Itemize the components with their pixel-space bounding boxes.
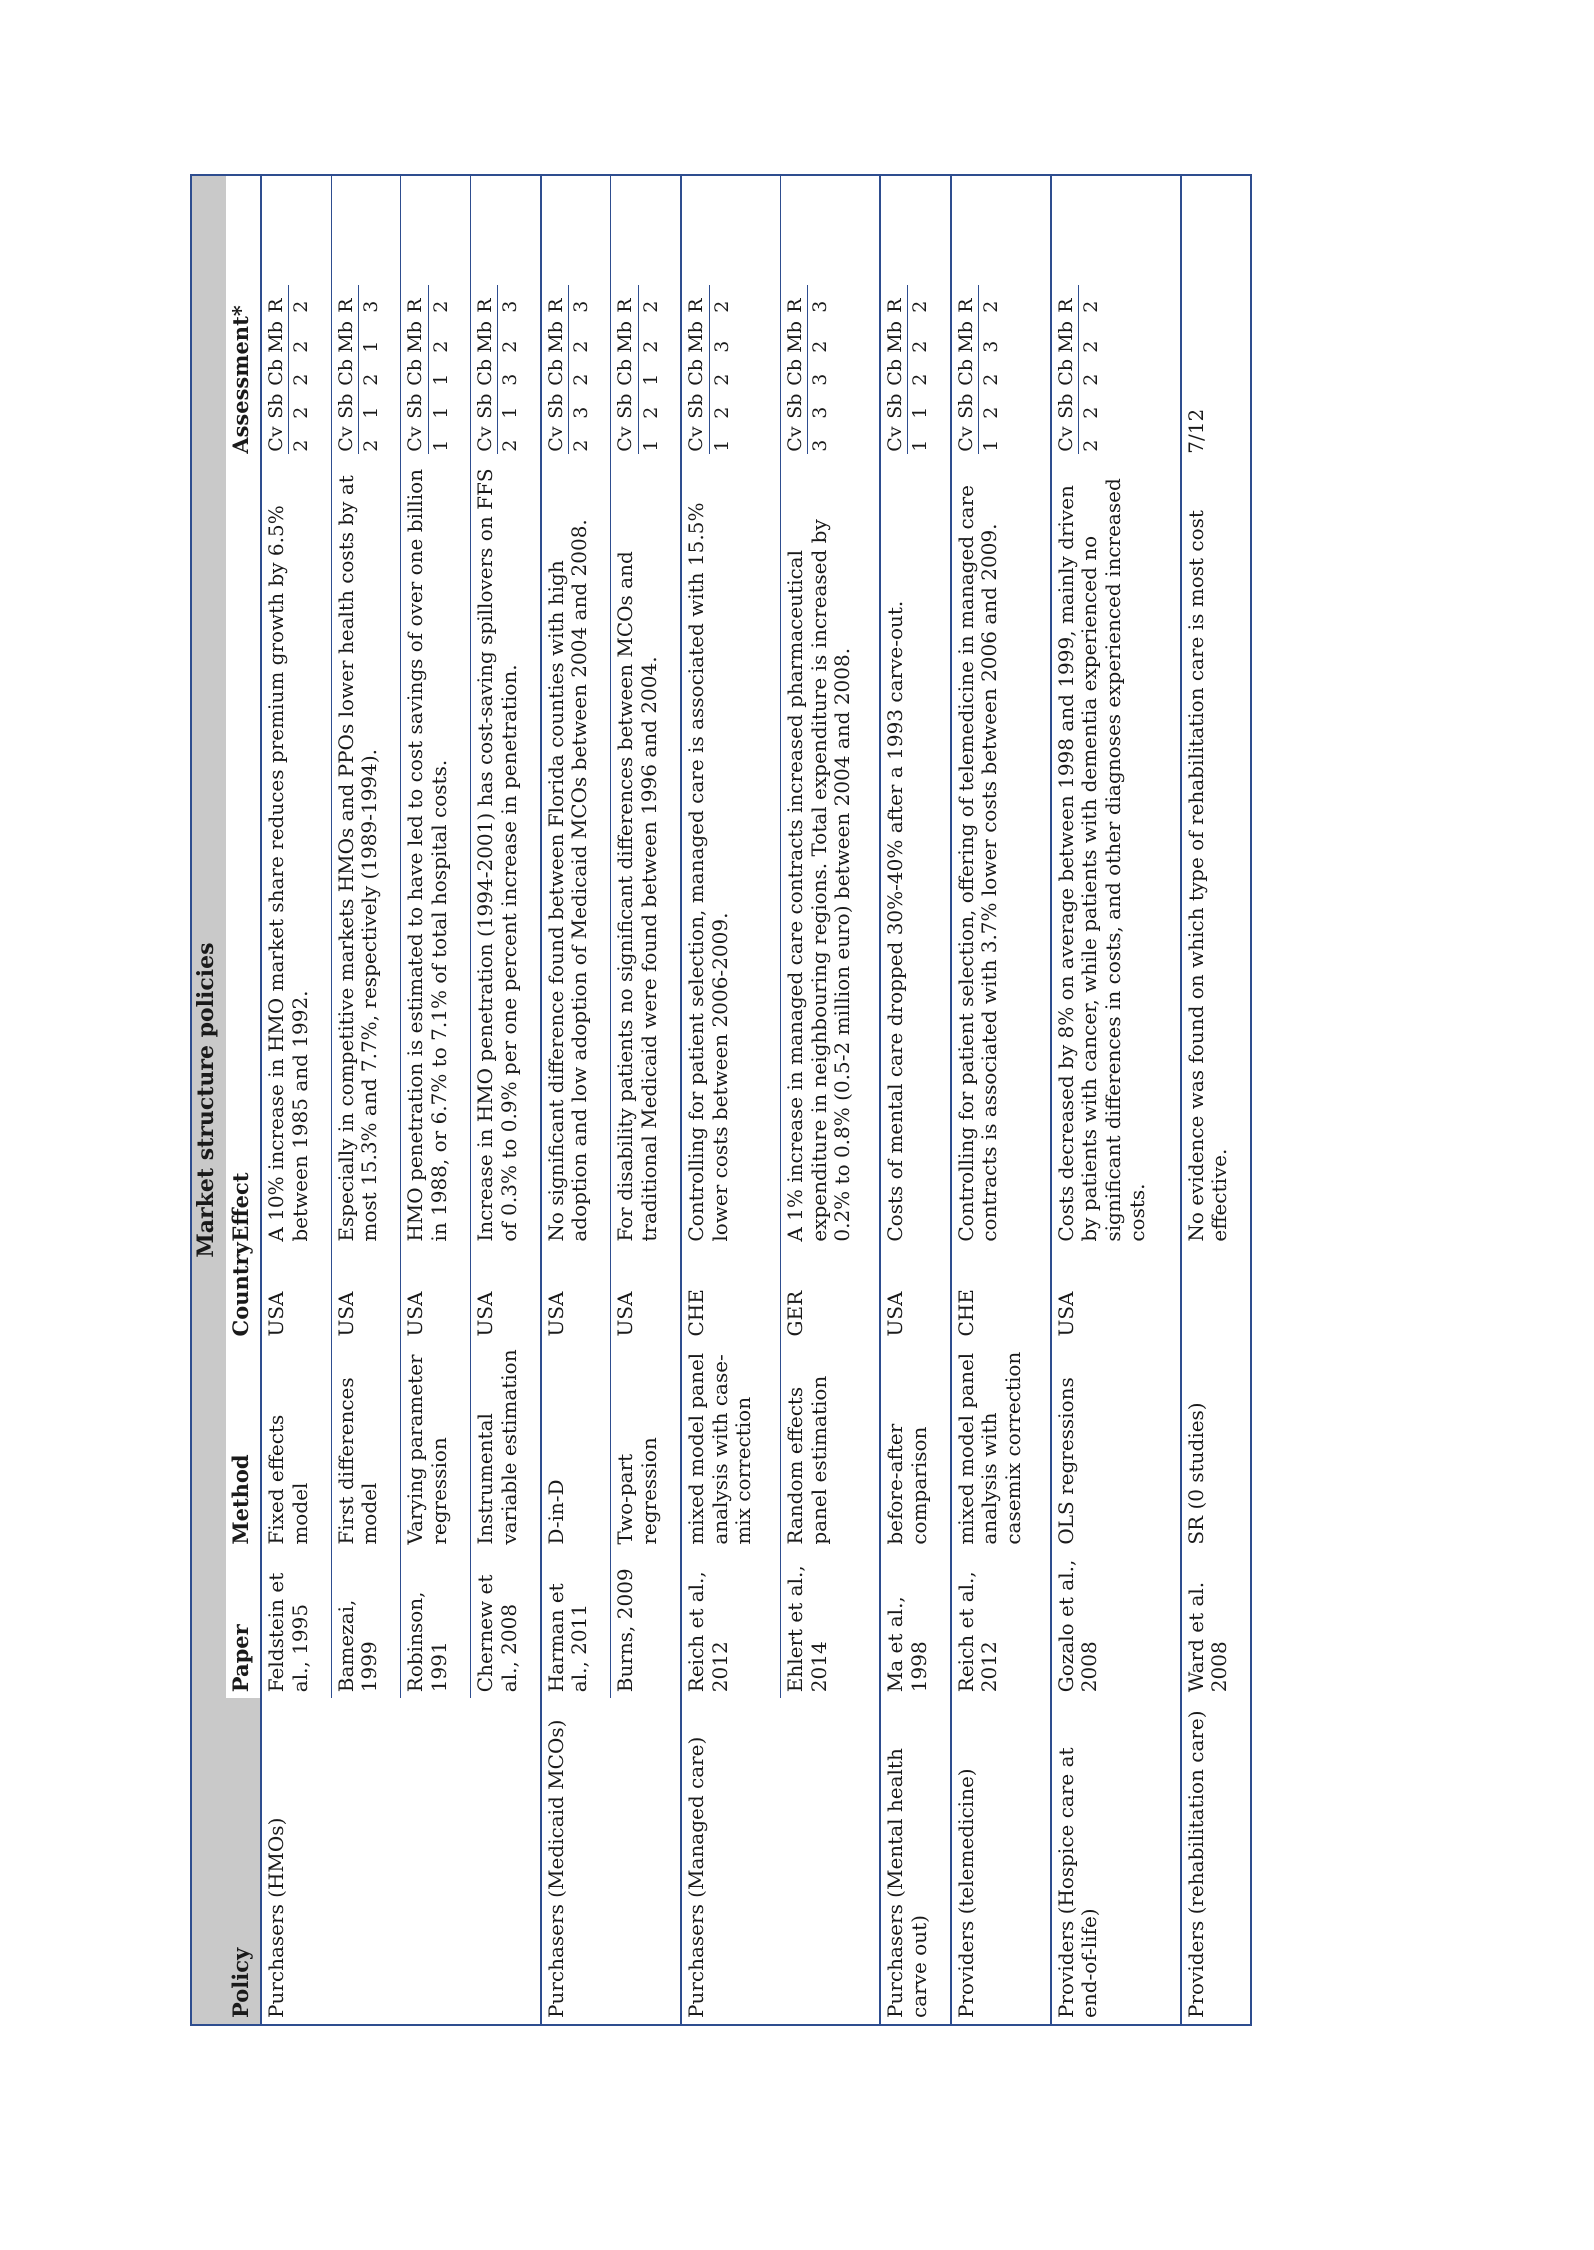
assessment-score: 2 [710,300,733,313]
paper-cell: Robinson, 1991 [401,1551,471,1699]
assessment-score: 1 [909,439,932,452]
assessment-label: Sb [545,388,569,421]
table-row [1051,175,1181,2025]
paper-cell: Ehlert et al., 2014 [781,1551,880,1699]
assessment-label: R [685,285,709,315]
assessment-cell [951,175,1051,460]
assessment-label: Cb [404,355,428,388]
assessment-label: Sb [784,388,808,421]
country-cell: GER [781,1248,880,1343]
assessment-label: Cb [884,355,908,388]
assessment-score: 1 [429,406,452,419]
assessment-score: 2 [570,340,593,353]
assessment-cell [681,175,780,460]
effect-cell: Especially in competitive markets HMOs and PPOs lower health costs by at most 15.3% and 7.7%, respectively (1989-1994). [331,460,401,1248]
effect-cell: A 1% increase in managed care contracts increased pharmaceutical expenditure in neighbouring regions. Total expenditure is increased by 0.2% to 0.8% (0.5-2 million euro) between 2004 and 2008. [781,460,880,1248]
assessment-label: Mb [545,315,569,355]
paper-cell: Chernew et al., 2008 [470,1551,540,1699]
assessment-grid [404,182,452,454]
header-row [226,175,261,2025]
assessment-cell [1181,175,1251,460]
assessment-score: 3 [809,300,832,313]
method-cell: mixed model panel analysis with casemix correction [951,1343,1051,1551]
assessment-label: Mb [335,315,359,355]
country-cell: USA [1051,1248,1181,1343]
assessment-score: 2 [499,340,522,353]
assessment-label: Cv [335,421,359,454]
assessment-label: R [265,285,289,315]
assessment-grid [1055,182,1103,454]
effect-cell: For disability patients no significant differences between MCOs and traditional Medicaid were found between 1996 and 2004. [611,460,681,1248]
country-cell: USA [261,1248,331,1343]
method-cell: Two-part regression [611,1343,681,1551]
assessment-label: Cb [784,355,808,388]
assessment-cell [1051,175,1181,460]
country-cell: USA [880,1248,951,1343]
rotated-table-frame [190,174,1252,2026]
assessment-score: 2 [909,340,932,353]
assessment-score: 3 [499,373,522,386]
assessment-label: Cb [265,355,289,388]
effect-cell: Costs of mental care dropped 30%-40% after a 1993 carve-out. [880,460,951,1248]
assessment-label: Mb [884,315,908,355]
assessment-cell [470,175,540,460]
table-row [951,175,1051,2025]
assessment-cell [331,175,401,460]
policy-cell: Purchasers (Managed care) [681,1698,880,2025]
assessment-label: R [784,285,808,315]
assessment-label: Cv [404,421,428,454]
assessment-label: Sb [955,388,979,421]
assessment-score: 1 [639,439,662,452]
assessment-score: 2 [360,373,383,386]
assessment-score: 3 [809,406,832,419]
assessment-score: 2 [1080,373,1103,386]
assessment-label: Cv [614,421,638,454]
assessment-label: Cv [474,421,498,454]
assessment-score: 2 [710,373,733,386]
assessment-score: 3 [570,406,593,419]
assessment-cell [261,175,331,460]
assessment-score: 2 [809,340,832,353]
table-row [681,175,780,2025]
assessment-label: Sb [474,388,498,421]
assessment-score: 3 [809,373,832,386]
country-cell: USA [541,1248,611,1343]
method-cell: before-after comparison [880,1343,951,1551]
method-cell: Random effects panel estimation [781,1343,880,1551]
assessment-grid [614,182,662,454]
country-cell: USA [470,1248,540,1343]
assessment-cell [781,175,880,460]
assessment-label: Cv [955,421,979,454]
assessment-score: 3 [570,300,593,313]
assessment-label: R [614,285,638,315]
assessment-score: 2 [1080,300,1103,313]
paper-cell: Ma et al., 1998 [880,1551,951,1699]
assessment-label: Cv [784,421,808,454]
assessment-score: 2 [290,300,313,313]
country-cell: USA [401,1248,471,1343]
effect-cell: No significant difference found between Florida counties with high adoption and low adoption of Medicaid MCOs between 2004 and 2008. [541,460,611,1248]
assessment-score: 3 [360,300,383,313]
assessment-label: Cb [474,355,498,388]
assessment-score: 2 [290,340,313,353]
assessment-label: Mb [784,315,808,355]
assessment-label: Sb [335,388,359,421]
paper-cell: Ward et al. 2008 [1181,1551,1251,1699]
header-policy: Policy [226,1698,261,2025]
assessment-label: Cv [884,421,908,454]
assessment-score: 2 [710,406,733,419]
assessment-label: Cb [955,355,979,388]
table-body [261,175,1251,2025]
assessment-label: Sb [265,388,289,421]
assessment-score: 1 [429,373,452,386]
paper-cell: Harman et al., 2011 [541,1551,611,1699]
paper-cell: Feldstein et al., 1995 [261,1551,331,1699]
assessment-label: Cb [614,355,638,388]
assessment-score: 2 [429,340,452,353]
method-cell: OLS regressions [1051,1343,1181,1551]
assessment-score: 2 [1080,406,1103,419]
assessment-score: 1 [909,406,932,419]
assessment-label: R [335,285,359,315]
market-structure-table [190,174,1252,2026]
table-row [261,175,331,2025]
assessment-score: 1 [360,340,383,353]
assessment-score: 2 [1080,439,1103,452]
assessment-score: 3 [499,300,522,313]
effect-cell: No evidence was found on which type of rehabilitation care is most cost effective. [1181,460,1251,1248]
assessment-label: Cb [685,355,709,388]
assessment-cell [401,175,471,460]
table-row [880,175,951,2025]
method-cell: Varying parameter regression [401,1343,471,1551]
assessment-label: R [404,285,428,315]
assessment-score: 2 [639,340,662,353]
assessment-label: Sb [685,388,709,421]
assessment-grid [335,182,383,454]
assessment-score: 1 [710,439,733,452]
assessment-grid [265,182,313,454]
country-cell: CHE [951,1248,1051,1343]
assessment-score: 2 [1080,340,1103,353]
assessment-label: Mb [614,315,638,355]
assessment-label: R [955,285,979,315]
assessment-label: Mb [404,315,428,355]
assessment-label: Sb [614,388,638,421]
table-title: Market structure policies [191,175,226,2025]
policy-cell: Purchasers (Medicaid MCOs) [541,1698,681,2025]
assessment-label: Mb [955,315,979,355]
paper-cell: Bamezai, 1999 [331,1551,401,1699]
assessment-label: R [884,285,908,315]
assessment-label: Cb [335,355,359,388]
assessment-score: 2 [639,300,662,313]
effect-cell: HMO penetration is estimated to have led to cost savings of over one billion in 1988, or 6.7% to 7.1% of total hospital costs. [401,460,471,1248]
assessment-label: Cv [545,421,569,454]
assessment-score: 2 [909,300,932,313]
assessment-label: Mb [474,315,498,355]
method-cell: mixed model panel analysis with case-mix correction [681,1343,780,1551]
assessment-grid [685,182,733,454]
assessment-label: R [545,285,569,315]
table-row [541,175,611,2025]
assessment-score: 2 [360,439,383,452]
assessment-score: 2 [570,373,593,386]
header-country: Country [226,1248,261,1343]
assessment-score: 2 [570,439,593,452]
assessment-score: 2 [290,373,313,386]
policy-cell: Purchasers (Mental health carve out) [880,1698,951,2025]
assessment-score: 2 [909,373,932,386]
header-effect: Effect [226,460,261,1248]
assessment-score: 1 [429,439,452,452]
assessment-score: 1 [980,439,1003,452]
assessment-label: R [1055,285,1079,315]
assessment-label: Cv [265,421,289,454]
assessment-score: 1 [639,373,662,386]
policy-cell: Providers (Hospice care at end-of-life) [1051,1698,1181,2025]
assessment-score: 3 [710,340,733,353]
header-paper: Paper [226,1551,261,1699]
assessment-score: 2 [499,439,522,452]
assessment-grid [474,182,522,454]
assessment-label: Sb [884,388,908,421]
assessment-score: 2 [429,300,452,313]
assessment-summary: 7/12 [1183,408,1208,454]
effect-cell: Increase in HMO penetration (1994-2001) has cost-saving spillovers on FFS of 0.3% to 0.9% per one percent increase in penetration. [470,460,540,1248]
header-assessment: Assessment* [226,175,261,460]
effect-cell: Controlling for patient selection, offering of telemedicine in managed care contracts is associated with 3.7% lower costs between 2006 and 2009. [951,460,1051,1248]
policy-cell: Purchasers (HMOs) [261,1698,541,2025]
policy-cell: Providers (telemedicine) [951,1698,1051,2025]
assessment-label: Cv [685,421,709,454]
assessment-label: Mb [1055,315,1079,355]
assessment-label: Mb [685,315,709,355]
assessment-score: 2 [980,373,1003,386]
assessment-score: 2 [290,439,313,452]
assessment-grid [784,182,832,454]
assessment-score: 1 [360,406,383,419]
assessment-grid [884,182,932,454]
assessment-label: Cb [1055,355,1079,388]
assessment-label: Mb [265,315,289,355]
method-cell: First differences model [331,1343,401,1551]
assessment-score: 2 [639,406,662,419]
effect-cell: Controlling for patient selection, managed care is associated with 15.5% lower costs between 2006-2009. [681,460,780,1248]
paper-cell: Reich et al., 2012 [951,1551,1051,1699]
assessment-label: Sb [1055,388,1079,421]
effect-cell: A 10% increase in HMO market share reduces premium growth by 6.5% between 1985 and 1992. [261,460,331,1248]
paper-cell: Burns, 2009 [611,1551,681,1699]
assessment-score: 2 [980,300,1003,313]
assessment-score: 3 [809,439,832,452]
assessment-score: 2 [290,406,313,419]
assessment-grid [955,182,1003,454]
policy-cell: Providers (rehabilitation care) [1181,1698,1251,2025]
paper-cell: Reich et al., 2012 [681,1551,780,1699]
assessment-score: 1 [499,406,522,419]
assessment-score: 3 [980,340,1003,353]
method-cell: D-in-D [541,1343,611,1551]
method-cell: Instrumental variable estimation [470,1343,540,1551]
assessment-label: Sb [404,388,428,421]
table-row [1181,175,1251,2025]
country-cell: USA [331,1248,401,1343]
assessment-label: R [474,285,498,315]
header-method: Method [226,1343,261,1551]
country-cell: CHE [681,1248,780,1343]
paper-cell: Gozalo et al., 2008 [1051,1551,1181,1699]
effect-cell: Costs decreased by 8% on average between 1998 and 1999, mainly driven by patients with cancer, while patients with dementia experienced no significant differences in costs, and other diagnoses experienced increased costs. [1051,460,1181,1248]
assessment-label: Cb [545,355,569,388]
country-cell: USA [611,1248,681,1343]
assessment-label: Cv [1055,421,1079,454]
assessment-grid [545,182,593,454]
method-cell: SR (0 studies) [1181,1343,1251,1551]
country-cell [1181,1248,1251,1343]
method-cell: Fixed effects model [261,1343,331,1551]
assessment-score: 2 [980,406,1003,419]
assessment-cell [541,175,611,460]
assessment-cell [611,175,681,460]
assessment-cell [880,175,951,460]
